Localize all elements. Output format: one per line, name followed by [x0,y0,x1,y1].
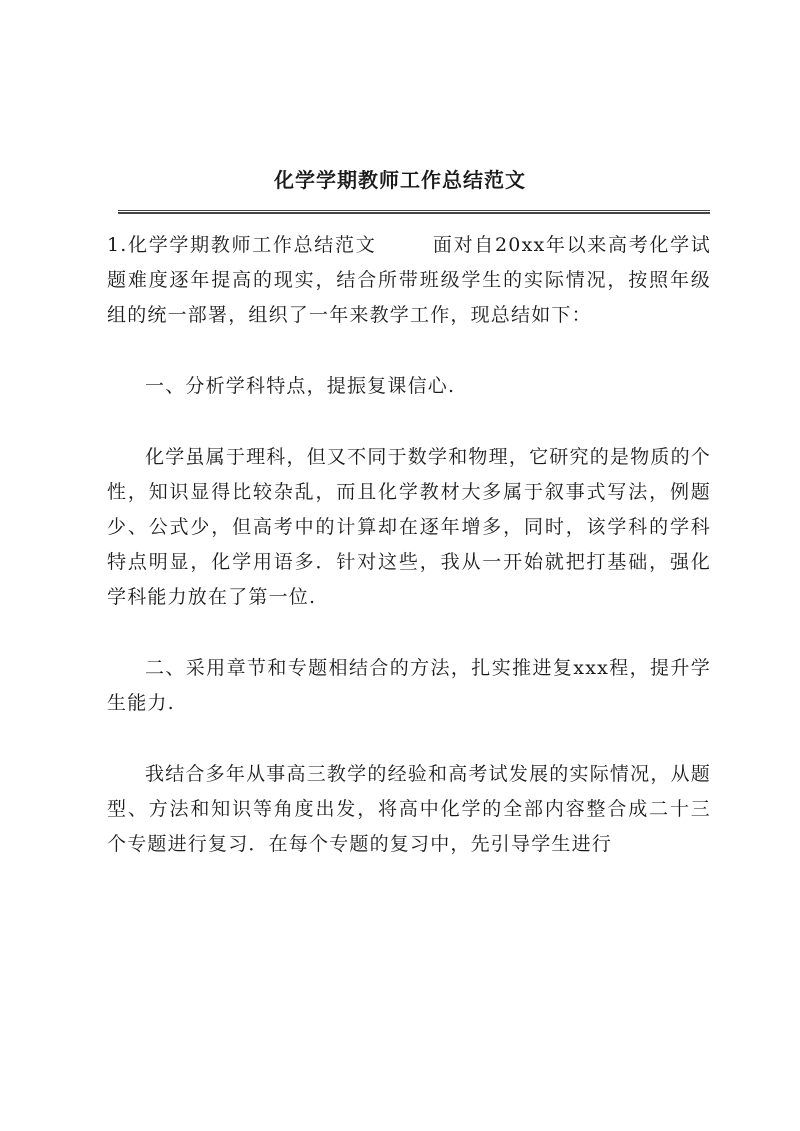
page-title: 化学学期教师工作总结范文 [274,168,526,192]
paragraph-section-1: 化学虽属于理科，但又不同于数学和物理，它研究的是物质的个性，知识显得比较杂乱，而且化学教材大多属于叙事式写法，例题少、公式少，但高考中的计算却在逐年增多，同时，该学科的学科特点明显，化学用语多．针对这些，我从一开始就把打基础，强化学科能力放在了第一位. [107,446,711,608]
paragraph-intro-text: 面对自20xx年以来高考化学试题难度逐年提高的现实，结合所带班级学生的实际情况，按照年级组的统一部署，组织了一年来教学工作，现总结如下： [107,234,711,326]
title-divider [118,210,710,214]
paragraph-intro [107,228,711,333]
paragraph-section-2: 我结合多年从事高三教学的经验和高考试发展的实际情况，从题型、方法和知识等角度出发，将高中化学的全部内容整合成二十三个专题进行复习．在每个专题的复习中，先引导学生进行 [107,763,711,855]
section-heading-1: 一、分析学科特点，提振复课信心. [145,375,456,397]
paragraph-intro-lead: 1.化学学期教师工作总结范文 [107,234,377,256]
section-heading-2: 二、采用章节和专题相结合的方法，扎实推进复xxx程，提升学生能力. [107,657,711,714]
document-body [107,228,711,862]
